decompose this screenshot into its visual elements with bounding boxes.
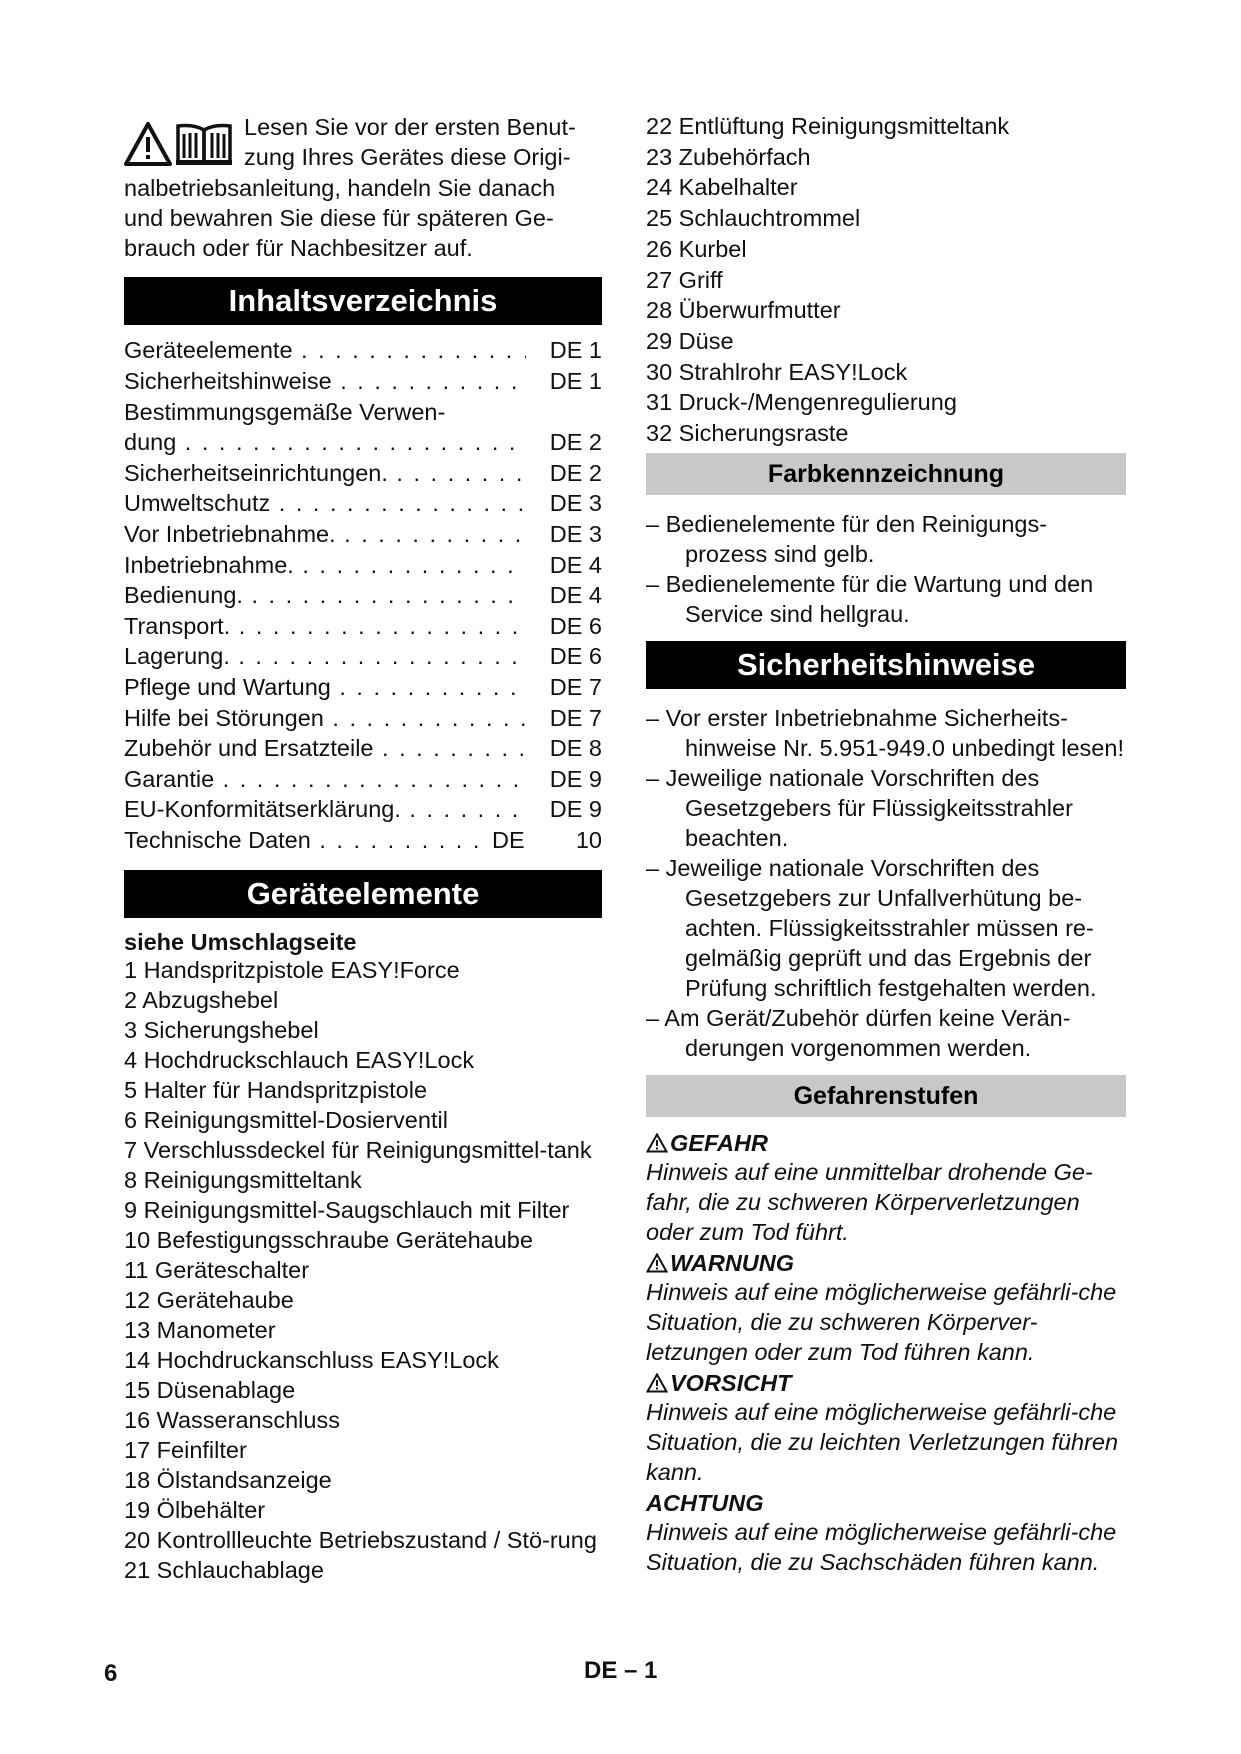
intro-line: zung Ihres Gerätes diese Origi-	[244, 144, 571, 171]
list-item: 18 Ölstandsanzeige	[124, 1466, 332, 1493]
list-item: 9 Reinigungsmittel-Saugschlauch mit Filter	[124, 1196, 570, 1223]
table-of-contents	[124, 335, 602, 855]
list-item: – Jeweilige nationale Vorschriften des Gesetzgebers für Flüssigkeitsstrahler beachten.	[646, 765, 1073, 852]
intro-line: Lesen Sie vor der ersten Benut-	[244, 114, 576, 140]
list-item: – Bedienelemente für den Reinigungs-prozess sind gelb.	[646, 511, 1048, 568]
hazard-levels-list	[646, 1129, 1126, 1577]
toc-entry[interactable]: Inbetriebnahme. . . . DE 4	[124, 550, 602, 581]
safety-list	[646, 703, 1126, 1063]
intro-line: brauch oder für Nachbesitzer auf.	[124, 235, 473, 262]
toc-entry[interactable]: Zubehör und Ersatzteile . . . DE 8	[124, 733, 602, 764]
list-item: 29 Düse	[646, 327, 734, 354]
elements-list-right	[646, 112, 1126, 447]
hazard-title-gefahr: GEFAHR	[646, 1129, 1126, 1157]
list-item: 13 Manometer	[124, 1316, 276, 1343]
elements-subheading: siehe Umschlagseite	[124, 928, 357, 955]
list-item: 24 Kabelhalter	[646, 174, 798, 201]
hazard-levels-heading: Gefahrenstufen	[646, 1075, 1126, 1117]
list-item: 15 Düsenablage	[124, 1376, 296, 1403]
list-item: 10 Befestigungsschraube Gerätehaube	[124, 1226, 533, 1253]
warning-triangle-icon	[646, 1133, 668, 1153]
warning-triangle-icon	[126, 124, 170, 164]
list-item: 8 Reinigungsmitteltank	[124, 1166, 362, 1193]
list-item: 14 Hochdruckanschluss EASY!Lock	[124, 1346, 499, 1373]
list-item: 19 Ölbehälter	[124, 1496, 266, 1523]
list-item: 20 Kontrollleuchte Betriebszustand / Stö-rung	[124, 1526, 597, 1553]
list-item: 26 Kurbel	[646, 235, 747, 262]
list-item: 23 Zubehörfach	[646, 143, 811, 170]
list-item: – Vor erster Inbetriebnahme Sicherheits-hinweise Nr. 5.951-949.0 unbedingt lesen!	[646, 705, 1124, 762]
hazard-text: Hinweis auf eine unmittelbar drohende Ge-fahr, die zu schweren Körperverletzungen oder zum Tod führt.	[646, 1159, 1093, 1246]
list-item: 16 Wasseranschluss	[124, 1406, 340, 1433]
elements-list-left	[124, 956, 602, 1584]
hazard-text: Hinweis auf eine möglicherweise gefährli-che Situation, die zu Sachschäden führen kann.	[646, 1519, 1117, 1576]
hazard-title-warnung: WARNUNG	[646, 1249, 1126, 1277]
list-item: 21 Schlauchablage	[124, 1556, 324, 1583]
warning-triangle-icon	[646, 1373, 668, 1393]
list-item: – Bedienelemente für die Wartung und den Service sind hellgrau.	[646, 571, 1094, 628]
left-column	[124, 112, 602, 1586]
warning-triangle-icon	[646, 1253, 668, 1273]
list-item: 32 Sicherungsraste	[646, 420, 849, 447]
list-item: 17 Feinfilter	[124, 1436, 247, 1463]
hazard-title-achtung: ACHTUNG	[646, 1490, 764, 1517]
elements-heading: Geräteelemente	[124, 870, 602, 918]
toc-entry[interactable]: Sicherheitseinrichtungen. . . . DE 2	[124, 458, 602, 489]
toc-entry[interactable]: Vor Inbetriebnahme. . . . DE 3	[124, 519, 602, 550]
toc-entry[interactable]: Geräteelemente . . . DE 1	[124, 335, 602, 366]
toc-entry[interactable]: Sicherheitshinweise . . . DE 1	[124, 366, 602, 397]
list-item: 25 Schlauchtrommel	[646, 205, 861, 232]
list-item: 30 Strahlrohr EASY!Lock	[646, 358, 908, 385]
list-item: 11 Geräteschalter	[124, 1256, 310, 1283]
toc-entry[interactable]: Bedienung. . . . DE 4	[124, 580, 602, 611]
toc-entry[interactable]: Transport. . . . DE 6	[124, 611, 602, 642]
page-number: 6	[104, 1660, 118, 1687]
list-item: 1 Handspritzpistole EASY!Force	[124, 956, 460, 983]
toc-entry[interactable]: Garantie . . . DE 9	[124, 764, 602, 795]
manual-book-icon	[176, 126, 232, 166]
list-item: 27 Griff	[646, 266, 723, 293]
list-item: 5 Halter für Handspritzpistole	[124, 1076, 428, 1103]
right-column	[646, 112, 1126, 1577]
list-item: 7 Verschlussdeckel für Reinigungsmittel-tank	[124, 1136, 592, 1163]
toc-entry[interactable]: Umweltschutz . . . DE 3	[124, 488, 602, 519]
toc-heading: Inhaltsverzeichnis	[124, 277, 602, 325]
safety-heading: Sicherheitshinweise	[646, 641, 1126, 689]
list-item: 6 Reinigungsmittel-Dosierventil	[124, 1106, 448, 1133]
hazard-text: Hinweis auf eine möglicherweise gefährli-che Situation, die zu schweren Körperver-letzungen oder zum Tod führen kann.	[646, 1279, 1117, 1366]
color-coding-heading: Farbkennzeichnung	[646, 453, 1126, 495]
list-item: 22 Entlüftung Reinigungsmitteltank	[646, 113, 1010, 139]
page-label: DE – 1	[584, 1657, 658, 1684]
list-item: – Jeweilige nationale Vorschriften des Gesetzgebers zur Unfallverhütung be-achten. Flüssigkeitsstrahler müssen re-gelmäßig geprüft und das Ergebnis der Prüfung schriftlich festgehalten werden.	[646, 855, 1097, 1002]
list-item: 3 Sicherungshebel	[124, 1016, 319, 1043]
list-item: – Am Gerät/Zubehör dürfen keine Verän-derungen vorgenommen werden.	[646, 1005, 1071, 1062]
list-item: 12 Gerätehaube	[124, 1286, 294, 1313]
list-item: 4 Hochdruckschlauch EASY!Lock	[124, 1046, 475, 1073]
hazard-text: Hinweis auf eine möglicherweise gefährli-che Situation, die zu leichten Verletzungen führen kann.	[646, 1399, 1119, 1486]
toc-entry[interactable]: EU-Konformitätserklärung. . . . DE 9	[124, 794, 602, 825]
list-item: 31 Druck-/Mengenregulierung	[646, 389, 957, 416]
toc-entry-wrap[interactable]: Bestimmungsgemäße Verwen-	[124, 398, 446, 425]
toc-entry[interactable]: Hilfe bei Störungen . . . DE 7	[124, 703, 602, 734]
toc-entry[interactable]: Pflege und Wartung . . . DE 7	[124, 672, 602, 703]
toc-entry[interactable]: dung . . . DE 2	[124, 427, 602, 458]
toc-entry[interactable]: Lagerung. . . . DE 6	[124, 641, 602, 672]
hazard-title-vorsicht: VORSICHT	[646, 1369, 1126, 1397]
intro-notice	[124, 112, 602, 263]
intro-icons	[124, 120, 236, 168]
intro-line: nalbetriebsanleitung, handeln Sie danach	[124, 174, 556, 201]
color-coding-list	[646, 509, 1126, 629]
list-item: 2 Abzugshebel	[124, 986, 279, 1013]
intro-line: und bewahren Sie diese für späteren Ge-	[124, 204, 554, 231]
list-item: 28 Überwurfmutter	[646, 297, 841, 324]
toc-entry[interactable]: Technische Daten . . . DE 10	[124, 825, 602, 856]
